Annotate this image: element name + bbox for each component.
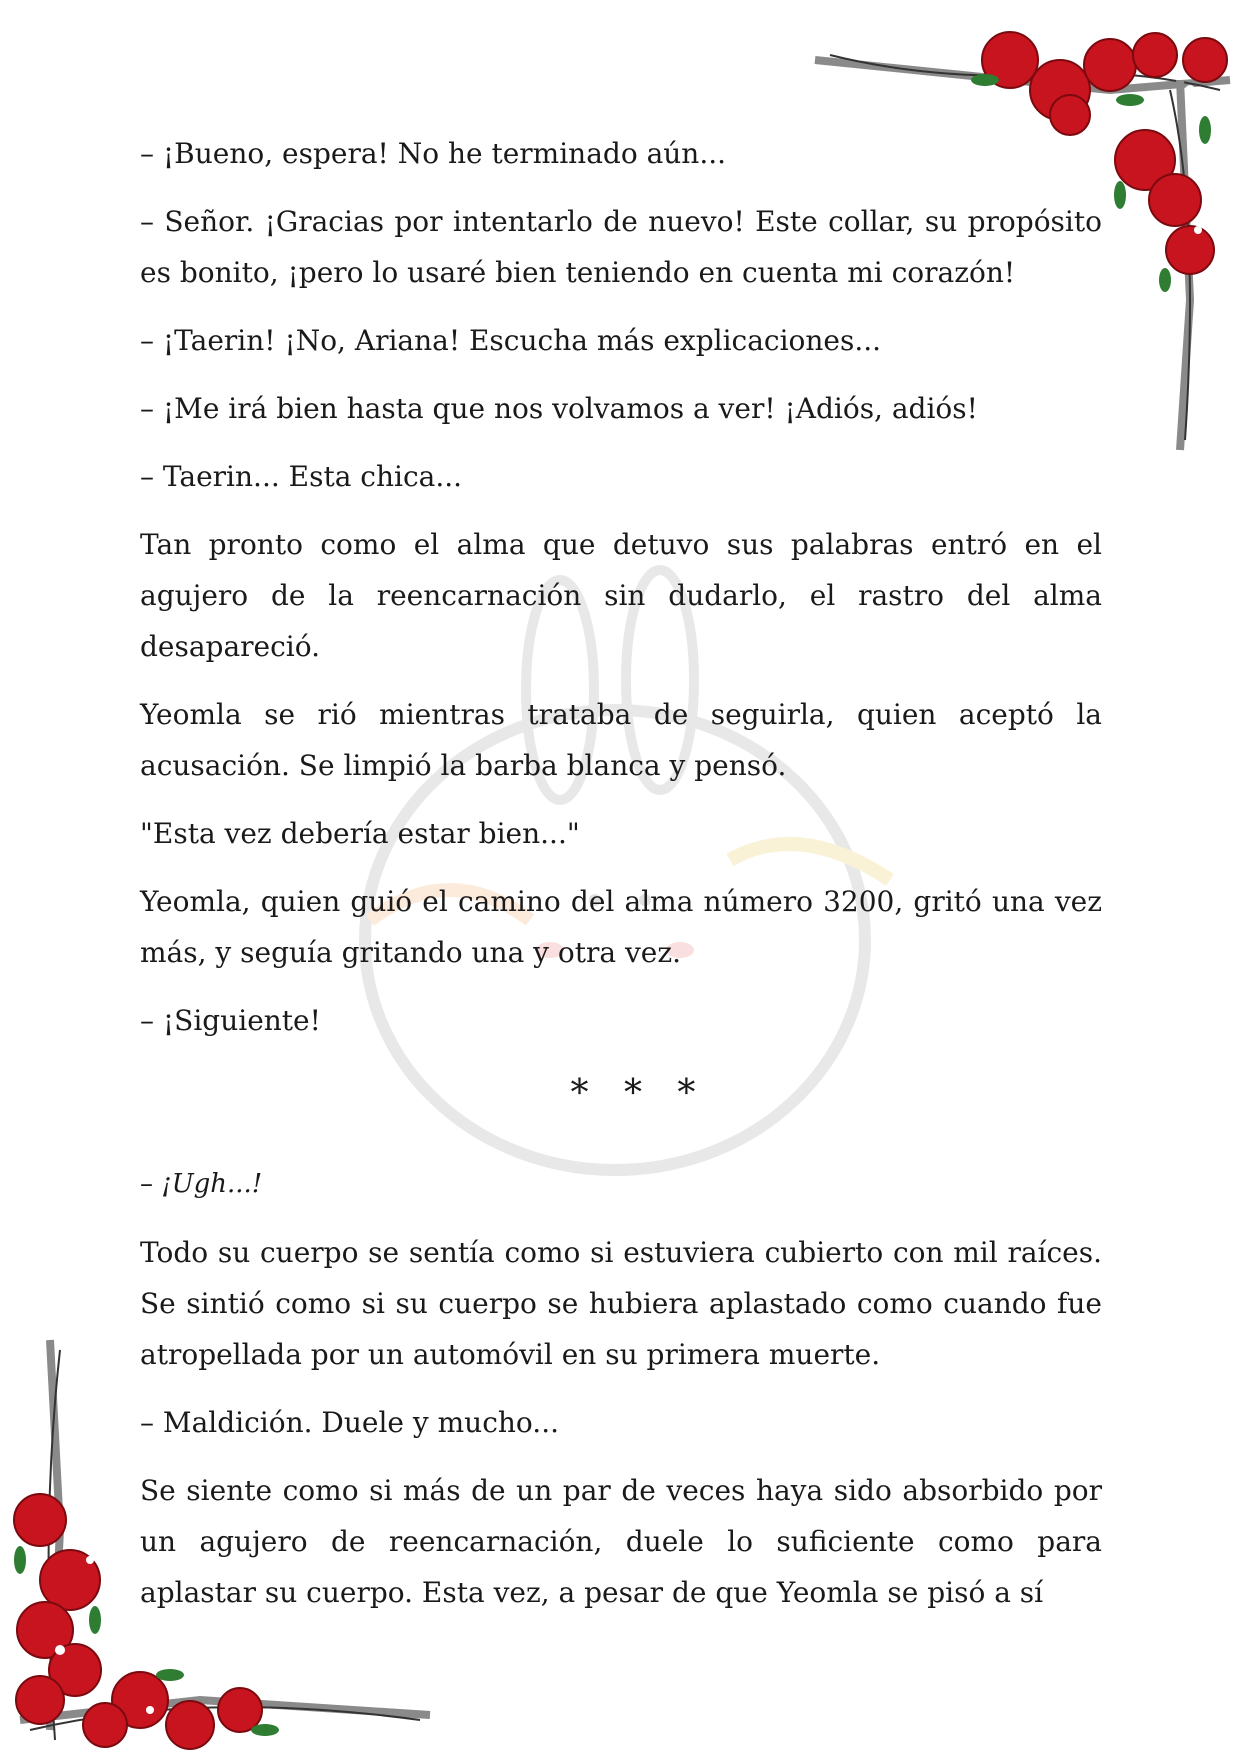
paragraph: "Esta vez debería estar bien..." (140, 817, 580, 850)
paragraph: Yeomla, quien guió el camino del alma número 3200, gritó una vez más, y seguía gritando una y otra vez. (140, 885, 1102, 969)
paragraph: Se siente como si más de un par de veces haya sido absorbido por un agujero de reencarnación, duele lo suficiente como para aplastar su cuerpo. Esta vez, a pesar de que Yeomla se pisó a sí (140, 1474, 1102, 1609)
paragraph: – Señor. ¡Gracias por intentarlo de nuevo! Este collar, su propósito es bonito, ¡pero lo usaré bien teniendo en cuenta mi corazón! (140, 205, 1102, 289)
paragraph: – Maldición. Duele y mucho... (140, 1406, 559, 1439)
paragraph: – ¡Ugh...! (140, 1169, 263, 1199)
paragraph: – ¡Me irá bien hasta que nos volvamos a ver! ¡Adiós, adiós! (140, 392, 978, 425)
section-separator: * * * (570, 1073, 708, 1114)
rose-vine-corner-top-right (810, 20, 1241, 460)
paragraph: – ¡Taerin! ¡No, Ariana! Escucha más explicaciones... (140, 324, 882, 357)
paragraph: Todo su cuerpo se sentía como si estuviera cubierto con mil raíces. Se sintió como si su cuerpo se hubiera aplastado como cuando fue atropellada por un automóvil en su primera muerte. (140, 1236, 1102, 1371)
paragraph: – ¡Bueno, espera! No he terminado aún... (140, 137, 727, 170)
rose-vine-corner-bottom-left (0, 1330, 440, 1754)
paragraph: – Taerin... Esta chica... (140, 460, 463, 493)
paragraph: – ¡Siguiente! (140, 1004, 321, 1037)
paragraph: Yeomla se rió mientras trataba de seguirla, quien aceptó la acusación. Se limpió la barba blanca y pensó. (140, 698, 1102, 782)
paragraph: Tan pronto como el alma que detuvo sus palabras entró en el agujero de la reencarnación sin dudarlo, el rastro del alma desapareció. (140, 528, 1102, 663)
